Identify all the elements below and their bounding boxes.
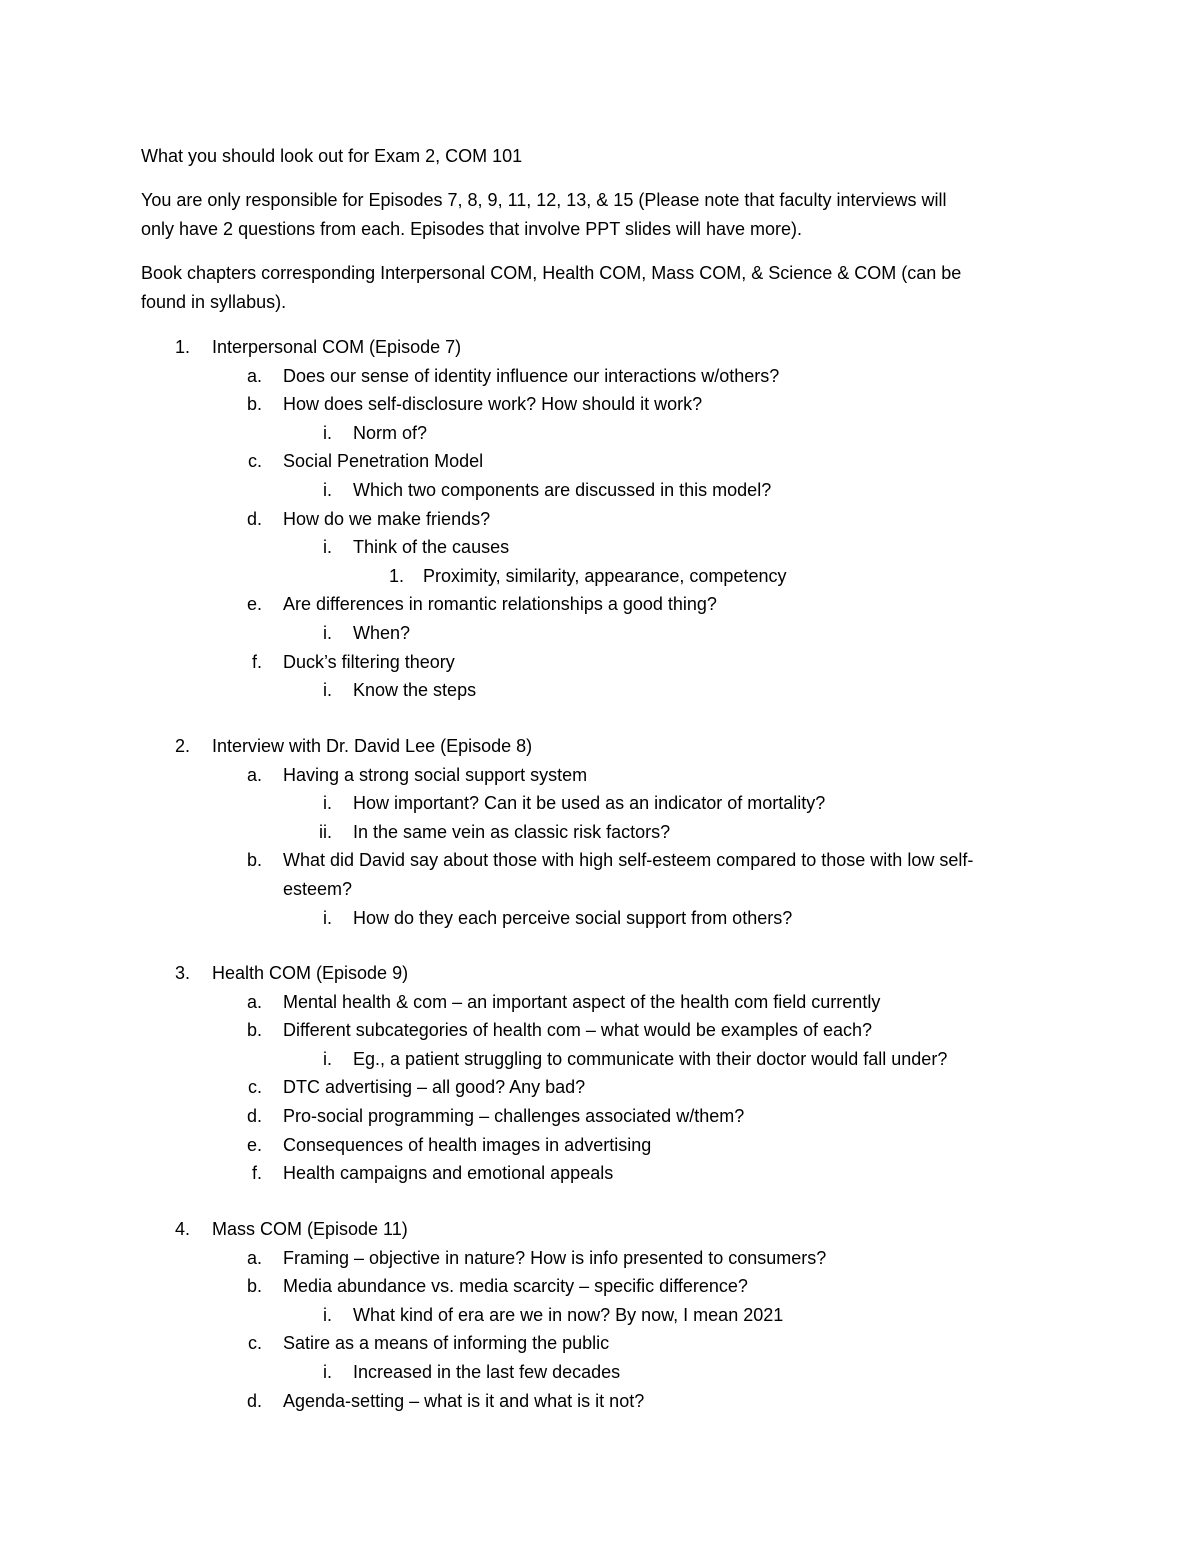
list-item [0, 1016, 1200, 1044]
list-item-text: Proximity, similarity, appearance, competency [423, 565, 787, 586]
list-marker: f. [251, 1163, 262, 1184]
book-chapters-paragraph [141, 259, 1041, 316]
list-item-text: Norm of? [353, 422, 428, 443]
list-item [0, 476, 1200, 504]
list-item-text: Consequences of health images in advertising [283, 1134, 652, 1155]
list-item-text: How do they each perceive social support from others? [353, 907, 793, 928]
list-marker: i. [323, 1304, 332, 1325]
list-item-text: Agenda-setting – what is it and what is it not? [283, 1390, 645, 1411]
list-item [0, 846, 1200, 874]
list-marker: i. [323, 793, 332, 814]
list-marker: 4. [174, 1219, 190, 1239]
list-marker: d. [246, 1106, 262, 1126]
list-item [0, 619, 1200, 647]
list-item [0, 1215, 1200, 1243]
list-item [0, 1131, 1200, 1159]
list-item-text: Social Penetration Model [283, 451, 484, 472]
list-item-text: Increased in the last few decades [353, 1362, 621, 1382]
list-item [0, 988, 1200, 1016]
list-item-text: How important? Can it be used as an indicator of mortality? [353, 793, 826, 814]
list-item [0, 1244, 1200, 1272]
section-heading: Interview with Dr. David Lee (Episode 8) [212, 736, 533, 756]
list-item [0, 1102, 1200, 1130]
list-marker: b. [246, 1276, 262, 1297]
list-item-text: What kind of era are we in now? By now, I mean 2021 [353, 1304, 784, 1325]
list-item [0, 1358, 1200, 1386]
list-marker: i. [323, 907, 332, 928]
list-marker: c. [247, 1333, 262, 1354]
list-item [0, 904, 1200, 932]
list-item [0, 505, 1200, 533]
list-item [0, 761, 1200, 789]
list-marker: i. [323, 537, 332, 558]
list-item-text: Are differences in romantic relationships a good thing? [283, 594, 717, 615]
book-line: found in syllabus). [141, 291, 287, 312]
list-item-text: Duck’s filtering theory [283, 651, 455, 672]
list-marker: a. [246, 991, 262, 1012]
list-marker: d. [246, 1390, 262, 1411]
list-marker: b. [246, 1020, 262, 1041]
list-item [0, 1387, 1200, 1415]
list-item-text: DTC advertising – all good? Any bad? [283, 1077, 586, 1098]
section-heading: Interpersonal COM (Episode 7) [212, 337, 462, 357]
list-marker: c. [247, 451, 262, 472]
list-item-continuation [0, 875, 1200, 903]
list-item [0, 562, 1200, 590]
list-item [0, 390, 1200, 418]
list-marker: a. [246, 365, 262, 386]
list-item-text: Think of the causes [353, 537, 510, 558]
list-marker: 2. [174, 736, 190, 756]
list-item [0, 1159, 1200, 1187]
list-item-text: Framing – objective in nature? How is info presented to consumers? [283, 1247, 827, 1268]
list-marker: i. [323, 422, 332, 443]
list-item-text: Does our sense of identity influence our interactions w/others? [283, 365, 780, 386]
list-item [0, 590, 1200, 618]
list-marker: i. [323, 680, 332, 701]
list-marker: e. [246, 594, 262, 615]
list-item [0, 1073, 1200, 1101]
exam-topics-list [0, 333, 1200, 1433]
list-marker: i. [323, 480, 332, 500]
list-marker: a. [246, 1247, 262, 1268]
list-item [0, 676, 1200, 704]
list-item [0, 1301, 1200, 1329]
list-marker: i. [323, 1362, 332, 1382]
list-item-text: Having a strong social support system [283, 764, 588, 785]
list-item [0, 1272, 1200, 1300]
section-heading: Mass COM (Episode 11) [212, 1219, 408, 1239]
list-item [0, 447, 1200, 475]
intro-paragraph [141, 186, 1041, 243]
list-marker: i. [323, 1048, 332, 1069]
list-marker: ii. [319, 821, 332, 842]
list-item [0, 533, 1200, 561]
list-item-text: Different subcategories of health com – what would be examples of each? [283, 1020, 873, 1041]
list-item-text: When? [353, 623, 411, 643]
list-marker: i. [323, 623, 332, 643]
list-item-text: In the same vein as classic risk factors? [353, 821, 671, 842]
list-item [0, 789, 1200, 817]
list-item [0, 648, 1200, 676]
list-marker: a. [246, 764, 262, 785]
list-item [0, 959, 1200, 987]
list-marker: 3. [174, 963, 190, 983]
list-item [0, 1329, 1200, 1357]
list-item [0, 818, 1200, 846]
list-item-text: How do we make friends? [283, 508, 491, 529]
list-item-text: Eg., a patient struggling to communicate with their doctor would fall under? [353, 1048, 948, 1069]
intro-line: only have 2 questions from each. Episodes that involve PPT slides will have more). [141, 218, 802, 239]
list-marker: d. [246, 508, 262, 529]
list-marker: e. [246, 1134, 262, 1155]
list-marker: b. [246, 850, 262, 871]
intro-line: You are only responsible for Episodes 7, 8, 9, 11, 12, 13, & 15 (Please note that faculty interviews will [141, 190, 947, 210]
list-item-text: What did David say about those with high self-esteem compared to those with low self- [283, 850, 974, 871]
list-item-text: Health campaigns and emotional appeals [283, 1163, 614, 1184]
section-heading: Health COM (Episode 9) [212, 963, 409, 983]
book-line: Book chapters corresponding Interpersonal COM, Health COM, Mass COM, & Science & COM (can be [141, 263, 962, 283]
list-item-text: How does self-disclosure work? How should it work? [283, 394, 703, 415]
list-item-text: Know the steps [353, 680, 477, 701]
list-marker: f. [251, 651, 262, 672]
list-item-text: Pro-social programming – challenges associated w/them? [283, 1106, 745, 1126]
list-item [0, 333, 1200, 361]
list-marker: b. [246, 394, 262, 415]
list-marker: 1. [388, 565, 404, 586]
list-marker: c. [247, 1077, 262, 1098]
list-item-text: Satire as a means of informing the public [283, 1333, 610, 1354]
list-item [0, 419, 1200, 447]
list-marker: 1. [174, 337, 190, 357]
list-item [0, 1045, 1200, 1073]
list-item-text: Which two components are discussed in this model? [353, 480, 772, 500]
list-item [0, 732, 1200, 760]
list-item-text: Mental health & com – an important aspect of the health com field currently [283, 991, 881, 1012]
document-title: What you should look out for Exam 2, COM 101 [141, 146, 523, 166]
list-item-text: Media abundance vs. media scarcity – specific difference? [283, 1276, 748, 1297]
list-item-text: esteem? [283, 879, 353, 899]
list-item [0, 362, 1200, 390]
